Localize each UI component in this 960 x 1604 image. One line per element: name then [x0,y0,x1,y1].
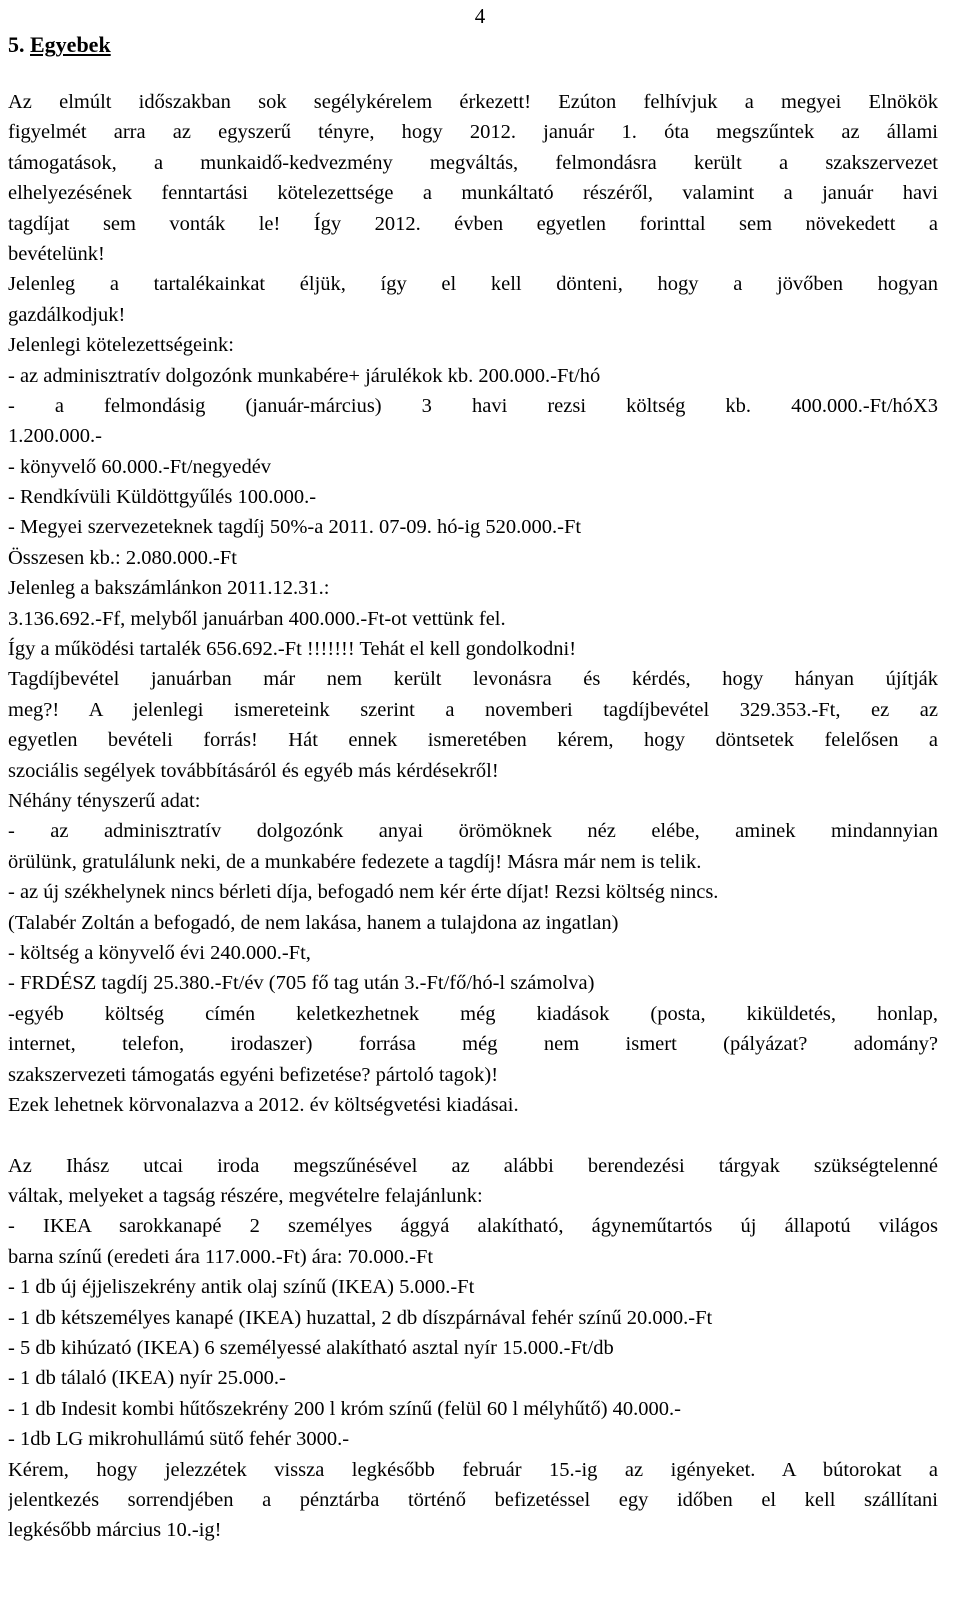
text-line: tagdíjat sem vonták le! Így 2012. évben egyetlen forinttal sem növekedett a [8,212,938,235]
text-line: 1.200.000.- [8,425,102,448]
text-line: Jelenleg a bakszámlánkon 2011.12.31.: [8,577,330,600]
text-line: Tagdíjbevétel januárban már nem került levonásra és kérdés, hogy hányan újítják [8,668,938,691]
text-line: - 5 db kihúzató (IKEA) 6 személyessé alakítható asztal nyír 15.000.-Ft/db [8,1337,614,1360]
text-line: bevételünk! [8,242,105,265]
text-line: internet, telefon, irodaszer) forrása még nem ismert (pályázat? adomány? [8,1033,938,1056]
text-line: Néhány tényszerű adat: [8,789,201,812]
text-line: meg?! A jelenlegi ismereteink szerint a novemberi tagdíjbevétel 329.353.-Ft, ez az [8,698,938,721]
blank-line [8,1120,938,1150]
text-line: - az adminisztratív dolgozónk anyai örömöknek néz elébe, aminek mindannyian [8,820,938,843]
text-line: szociális segélyek továbbításáról és egyéb más kérdésekről! [8,759,499,782]
text-line: - költség a könyvelő évi 240.000.-Ft, [8,941,311,964]
text-line: - könyvelő 60.000.-Ft/negyedév [8,455,272,478]
text-line: váltak, melyeket a tagság részére, megvételre felajánlunk: [8,1185,483,1208]
section-number: 5. [8,32,25,57]
section-heading [8,32,111,58]
text-line: - Megyei szervezeteknek tagdíj 50%-a 2011. 07-09. hó-ig 520.000.-Ft [8,516,582,539]
text-line: - 1 db Indesit kombi hűtőszekrény 200 l króm színű (felül 60 l mélyhűtő) 40.000.- [8,1397,681,1420]
text-line: Kérem, hogy jelezzétek vissza legkésőbb február 15.-ig az igényeket. A bútorokat a [8,1458,938,1481]
text-line: 3.136.692.-Ff, melyből januárban 400.000.-Ft-ot vettünk fel. [8,607,506,630]
text-line: egyetlen bevételi forrás! Hát ennek ismeretében kérem, hogy döntsetek felelősen a [8,729,938,752]
text-line: - Rendkívüli Küldöttgyűlés 100.000.- [8,486,317,509]
text-line: örülünk, gratulálunk neki, de a munkabére fedezete a tagdíj! Másra már nem is telik. [8,850,702,873]
text-line: - az új székhelynek nincs bérleti díja, befogadó nem kér érte díjat! Rezsi költség nincs. [8,881,719,904]
text-line: elhelyezésének fenntartási kötelezettsége a munkáltató részéről, valamint a január havi [8,182,938,205]
page-number: 4 [474,4,486,28]
text-line: Így a működési tartalék 656.692.-Ft !!!!!!! Tehát el kell gondolkodni! [8,638,577,661]
text-line: figyelmét arra az egyszerű tényre, hogy 2012. január 1. óta megszűntek az állami [8,121,938,144]
text-line: -egyéb költség címén keletkezhetnek még kiadások (posta, kiküldetés, honlap, [8,1002,938,1025]
text-line: legkésőbb március 10.-ig! [8,1519,222,1542]
text-line: barna színű (eredeti ára 117.000.-Ft) ára: 70.000.-Ft [8,1245,434,1268]
text-line: - 1 db tálaló (IKEA) nyír 25.000.- [8,1367,286,1390]
text-line: Összesen kb.: 2.080.000.-Ft [8,546,237,569]
text-line: - IKEA sarokkanapé 2 személyes ággyá alakítható, ágyneműtartós új állapotú világos [8,1215,938,1238]
text-line: - a felmondásig (január-március) 3 havi rezsi költség kb. 400.000.-Ft/hóX3 [8,394,938,417]
text-line: Jelenlegi kötelezettségeink: [8,334,234,357]
text-line: (Talabér Zoltán a befogadó, de nem lakása, hanem a tulajdona az ingatlan) [8,911,619,934]
text-line: szakszervezeti támogatás egyéni befizetése? pártoló tagok)! [8,1063,499,1086]
document-body [8,87,938,1546]
text-line: - FRDÉSZ tagdíj 25.380.-Ft/év (705 fő tag után 3.-Ft/fő/hó-l számolva) [8,972,595,995]
text-line: Jelenleg a tartalékainkat éljük, így el kell dönteni, hogy a jövőben hogyan [8,273,938,296]
text-line: - 1db LG mikrohullámú sütő fehér 3000.- [8,1428,350,1451]
text-line: gazdálkodjuk! [8,303,126,326]
text-line: Az elmúlt időszakban sok segélykérelem érkezett! Ezúton felhívjuk a megyei Elnökök [8,91,938,113]
text-line: - 1 db új éjjeliszekrény antik olaj színű (IKEA) 5.000.-Ft [8,1276,475,1299]
text-line: - az adminisztratív dolgozónk munkabére+ járulékok kb. 200.000.-Ft/hó [8,364,601,387]
text-line: jelentkezés sorrendjében a pénztárba történő befizetéssel egy időben el kell szállítani [8,1488,938,1511]
text-line: Az Ihász utcai iroda megszűnésével az alábbi berendezési tárgyak szükségtelenné [8,1154,938,1177]
text-line: támogatások, a munkaidő-kedvezmény megváltás, felmondásra került a szakszervezet [8,151,938,174]
text-line: - 1 db kétszemélyes kanapé (IKEA) huzattal, 2 db díszpárnával fehér színű 20.000.-Ft [8,1306,713,1329]
text-line: Ezek lehetnek körvonalazva a 2012. év költségvetési kiadásai. [8,1093,519,1116]
section-title: Egyebek [30,32,111,57]
